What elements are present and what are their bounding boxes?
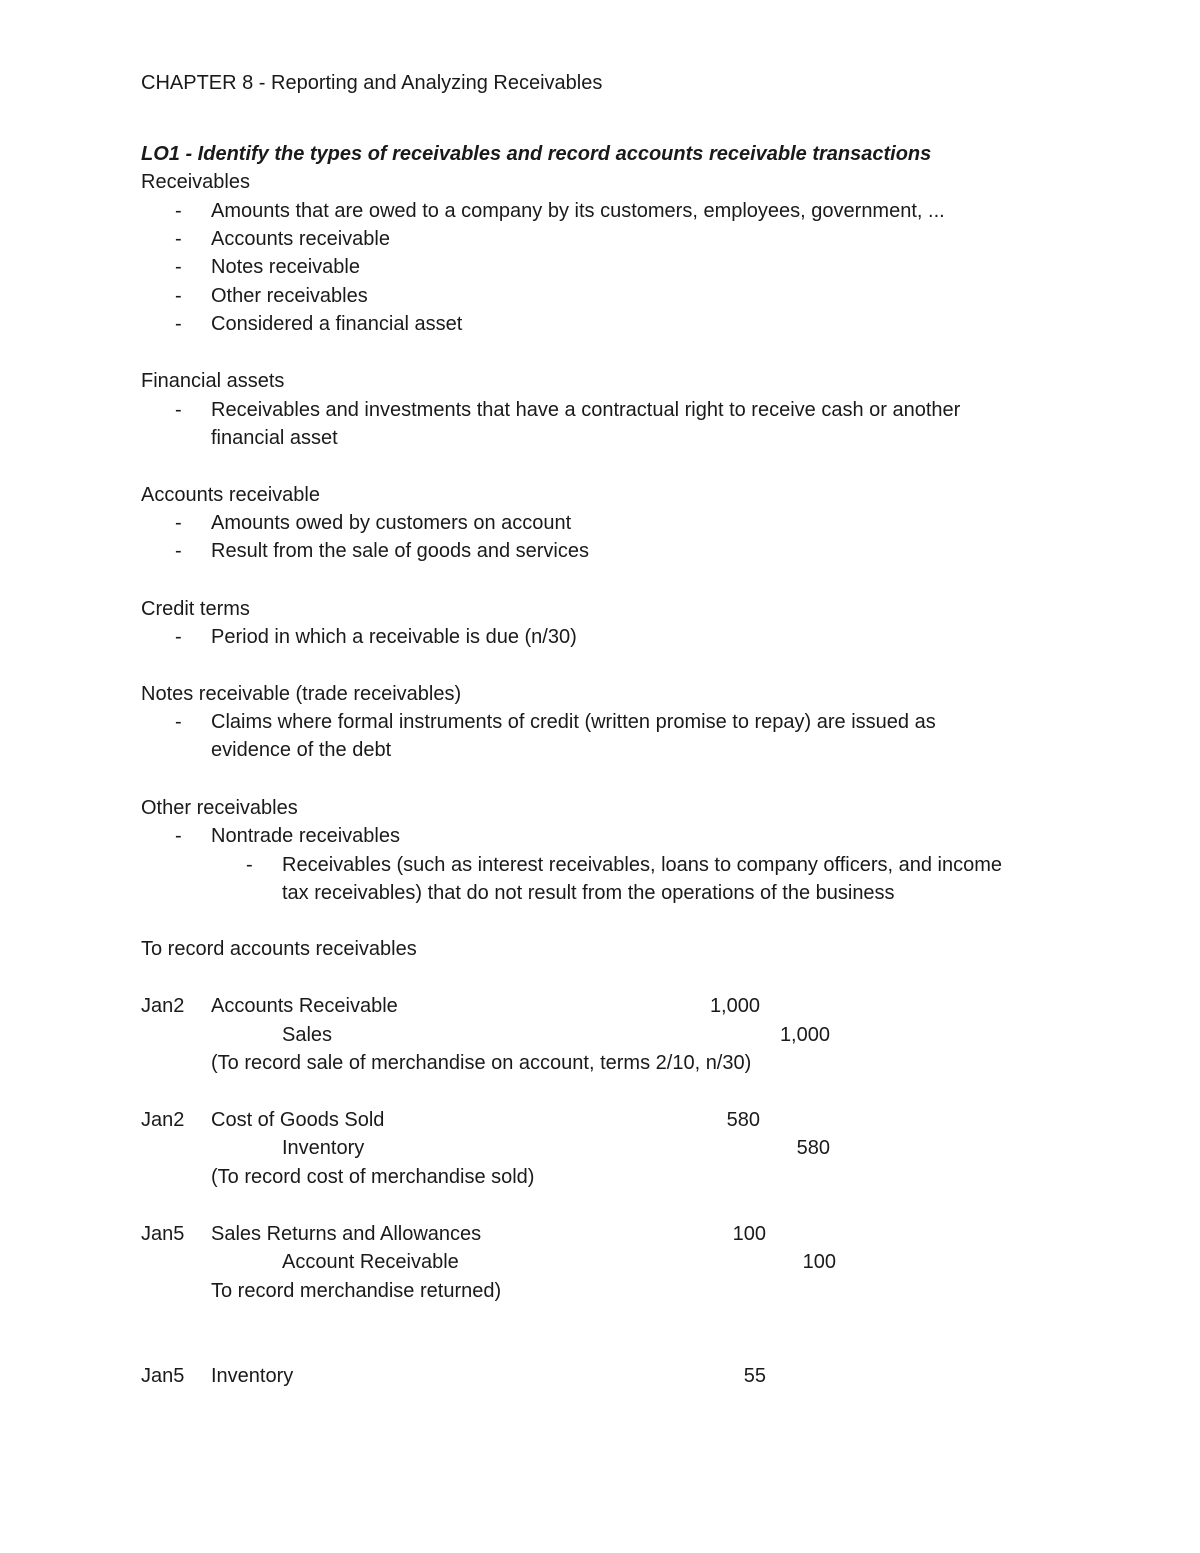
bullet-dash: - [175, 285, 182, 307]
entry-memo: (To record cost of merchandise sold) [211, 1166, 535, 1188]
entry-date: Jan2 [141, 995, 185, 1017]
list-item: Amounts that are owed to a company by its customers, employees, government, ... [211, 200, 945, 222]
record-heading: To record accounts receivables [141, 938, 417, 960]
list-item-continuation: evidence of the debt [211, 739, 392, 761]
entry-date: Jan5 [141, 1365, 185, 1387]
sub-list-item: Receivables (such as interest receivables, loans to company officers, and income [282, 854, 1002, 876]
bullet-dash: - [175, 540, 182, 562]
list-item: Nontrade receivables [211, 825, 400, 847]
bullet-dash: - [175, 512, 182, 534]
list-item: Claims where formal instruments of credit (written promise to repay) are issued as [211, 711, 936, 733]
debit-amount: 580 [726, 1109, 760, 1131]
credit-account: Sales [282, 1024, 333, 1046]
bullet-dash: - [175, 228, 182, 250]
list-item: Amounts owed by customers on account [211, 512, 572, 534]
credit-terms-heading: Credit terms [141, 598, 250, 620]
list-item: Notes receivable [211, 256, 360, 278]
entry-memo: To record merchandise returned) [211, 1280, 502, 1302]
sub-bullet-dash: - [246, 854, 253, 876]
list-item: Period in which a receivable is due (n/30) [211, 626, 577, 648]
entry-date: Jan5 [141, 1223, 185, 1245]
entry-memo: (To record sale of merchandise on account, terms 2/10, n/30) [211, 1052, 752, 1074]
bullet-dash: - [175, 200, 182, 222]
debit-amount: 55 [743, 1365, 766, 1387]
credit-amount: 1,000 [779, 1024, 830, 1046]
lo1-heading: LO1 - Identify the types of receivables and record accounts receivable transactions [141, 143, 932, 165]
notes-receivable-heading: Notes receivable (trade receivables) [141, 683, 462, 705]
list-item-continuation: financial asset [211, 427, 338, 449]
bullet-dash: - [175, 626, 182, 648]
list-item: Result from the sale of goods and services [211, 540, 589, 562]
bullet-dash: - [175, 711, 182, 733]
list-item: Other receivables [211, 285, 368, 307]
debit-account: Cost of Goods Sold [211, 1109, 385, 1131]
bullet-dash: - [175, 825, 182, 847]
debit-account: Inventory [211, 1365, 294, 1387]
debit-account: Accounts Receivable [211, 995, 398, 1017]
credit-amount: 580 [796, 1137, 830, 1159]
credit-account: Inventory [282, 1137, 365, 1159]
entry-date: Jan2 [141, 1109, 185, 1131]
bullet-dash: - [175, 399, 182, 421]
bullet-dash: - [175, 313, 182, 335]
sub-list-item-continuation: tax receivables) that do not result from the operations of the business [282, 882, 895, 904]
financial-assets-heading: Financial assets [141, 370, 285, 392]
credit-account: Account Receivable [282, 1251, 459, 1273]
accounts-receivable-heading: Accounts receivable [141, 484, 320, 506]
other-receivables-heading: Other receivables [141, 797, 298, 819]
receivables-heading: Receivables [141, 171, 250, 193]
debit-account: Sales Returns and Allowances [211, 1223, 482, 1245]
chapter-title: CHAPTER 8 - Reporting and Analyzing Receivables [141, 72, 603, 94]
credit-amount: 100 [802, 1251, 836, 1273]
list-item: Accounts receivable [211, 228, 390, 250]
list-item: Considered a financial asset [211, 313, 463, 335]
debit-amount: 1,000 [709, 995, 760, 1017]
list-item: Receivables and investments that have a contractual right to receive cash or another [211, 399, 961, 421]
bullet-dash: - [175, 256, 182, 278]
debit-amount: 100 [732, 1223, 766, 1245]
